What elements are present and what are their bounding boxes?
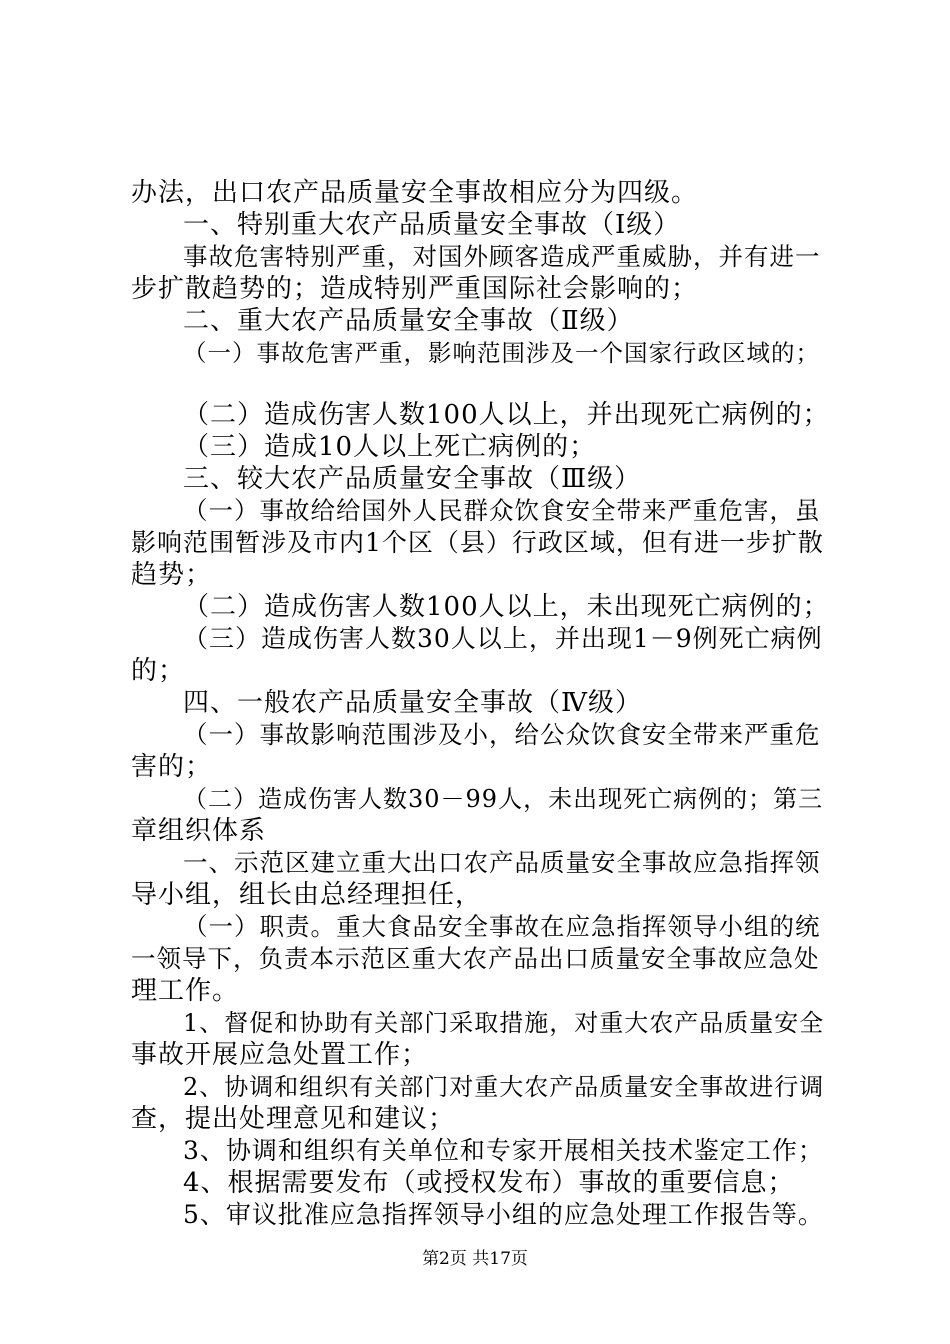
text-line: （一）事故危害严重，影响范围涉及一个国家行政区域的； — [183, 339, 820, 367]
text-line: （一）事故影响范围涉及小，给公众饮食安全带来严重危 — [183, 720, 821, 749]
text-line: 事故开展应急处置工作； — [131, 1040, 429, 1070]
text-line: 事故危害特别严重，对国外顾客造成严重威胁，并有进一 — [183, 242, 821, 271]
text-line: （三）造成10人以上死亡病例的； — [183, 432, 597, 462]
text-line: 影响范围暂涉及市内1个区（县）行政区域，但有进一步扩散 — [131, 528, 824, 557]
text-line: （三）造成伤害人数30人以上，并出现1－9例死亡病例 — [183, 624, 823, 653]
text-line: （一）职责。重大食品安全事故在应急指挥领导小组的统 — [183, 912, 821, 941]
text-line: （二）造成伤害人数100人以上，未出现死亡病例的； — [183, 592, 830, 622]
text-line: 趋势； — [131, 560, 213, 590]
text-line: 步扩散趋势的；造成特别严重国际社会影响的； — [131, 274, 699, 304]
text-line: 害的； — [131, 752, 213, 782]
text-line: （二）造成伤害人数100人以上，并出现死亡病例的； — [183, 400, 830, 430]
text-line: （二）造成伤害人数30－99人，未出现死亡病例的；第三 — [183, 785, 824, 813]
text-line: （一）事故给给国外人民群众饮食安全带来严重危害，虽 — [183, 496, 821, 525]
text-line: 的； — [131, 656, 186, 686]
text-line: 一、示范区建立重大出口农产品质量安全事故应急指挥领 — [183, 848, 821, 877]
text-line: 1、督促和协助有关部门采取措施，对重大农产品质量安全 — [183, 1009, 825, 1037]
text-line: 2、协调和组织有关部门对重大农产品质量安全事故进行调 — [183, 1073, 825, 1101]
text-line: 3、协调和组织有关单位和专家开展相关技术鉴定工作； — [183, 1136, 824, 1165]
text-line: 一领导下，负责本示范区重大农产品出口质量安全事故应急处 — [131, 944, 820, 973]
text-line: 4、根据需要发布（或授权发布）事故的重要信息； — [183, 1168, 795, 1198]
section-heading: 二、重大农产品质量安全事故（Ⅱ级） — [183, 306, 634, 336]
text-line: 查，提出处理意见和建议； — [131, 1104, 456, 1134]
section-heading: 三、较大农产品质量安全事故（Ⅲ级） — [183, 464, 642, 494]
text-line: 5、审议批准应急指挥领导小组的应急处理工作报告等。 — [183, 1200, 824, 1229]
page-number: 第2页 共17页 — [422, 1249, 528, 1269]
text-line: 理工作。 — [131, 976, 240, 1006]
section-heading: 四、一般农产品质量安全事故（Ⅳ级） — [183, 688, 642, 718]
text-line: 办法，出口农产品质量安全事故相应分为四级。 — [131, 178, 699, 208]
text-line: 章组织体系 — [131, 816, 267, 846]
text-line: 导小组，组长由总经理担任， — [131, 880, 483, 910]
section-heading: 一、特别重大农产品质量安全事故（Ⅰ级） — [183, 210, 681, 240]
